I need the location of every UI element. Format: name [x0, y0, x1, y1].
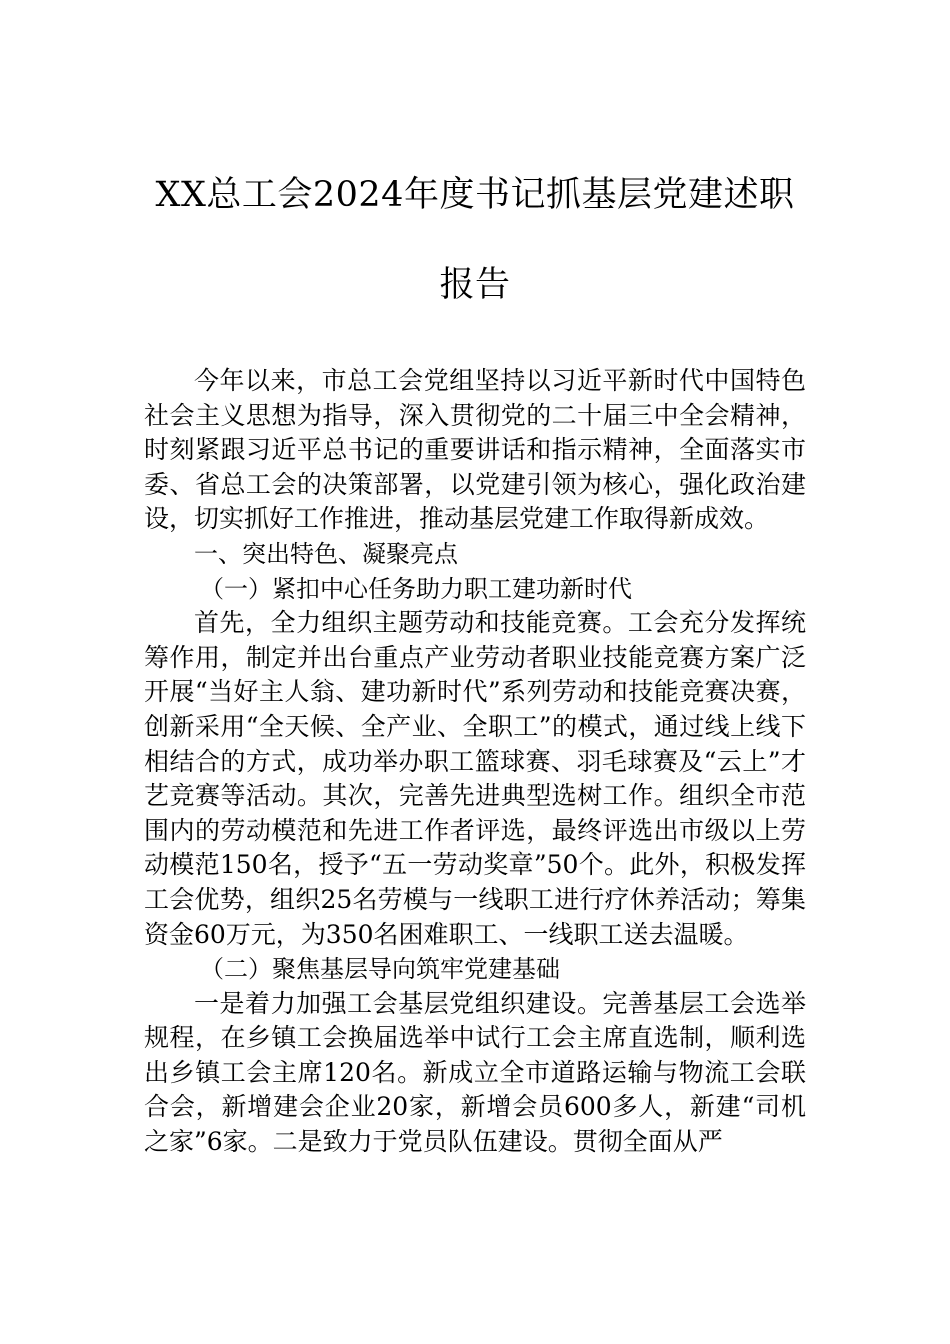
subsection-2-heading: （二）聚焦基层导向筑牢党建基础 — [200, 955, 560, 984]
subsection-2-paragraph: 一是着力加强工会基层党组织建设。完善基层工会选举规程，在乡镇工会换届选举中试行工会主席直选制，顺利选出乡镇工会主席120名。新成立全市道路运输与物流工会联合会，新增建会企业20家，新增会员600多人，新建“司机之家”6家。二是致力于党员队伍建设。贯彻全面从严 — [144, 988, 806, 1157]
title-line-1: XX总工会2024年度书记抓基层党建述职 — [155, 175, 795, 215]
subsection-1-heading: （一）紧扣中心任务助力职工建功新时代 — [200, 574, 632, 603]
section-1-heading: 一、突出特色、凝聚亮点 — [194, 539, 458, 568]
subsection-1-paragraph: 首先，全力组织主题劳动和技能竞赛。工会充分发挥统筹作用，制定并出台重点产业劳动者职业技能竞赛方案广泛开展“当好主人翁、建功新时代”系列劳动和技能竞赛决赛，创新采用“全天候、全产业、全职工”的模式，通过线上线下相结合的方式，成功举办职工篮球赛、羽毛球赛及“云上”才艺竞赛等活动。其次，完善先进典型选树工作。组织全市范围内的劳动模范和先进工作者评选，最终评选出市级以上劳动模范150名，授予“五一劳动奖章”50个。此外，积极发挥工会优势，组织25名劳模与一线职工进行疗休养活动；筹集资金60万元，为350名困难职工、一线职工送去温暖。 — [144, 608, 806, 949]
document-body — [144, 364, 806, 1160]
intro-paragraph: 今年以来，市总工会党组坚持以习近平新时代中国特色社会主义思想为指导，深入贯彻党的二十届三中全会精神，时刻紧跟习近平总书记的重要讲话和指示精神，全面落实市委、省总工会的决策部署，以党建引领为核心，强化政治建设，切实抓好工作推进，推动基层党建工作取得新成效。 — [144, 366, 806, 534]
document-title — [144, 150, 806, 330]
title-line-2: 报告 — [439, 265, 511, 305]
document-page — [144, 150, 806, 1160]
